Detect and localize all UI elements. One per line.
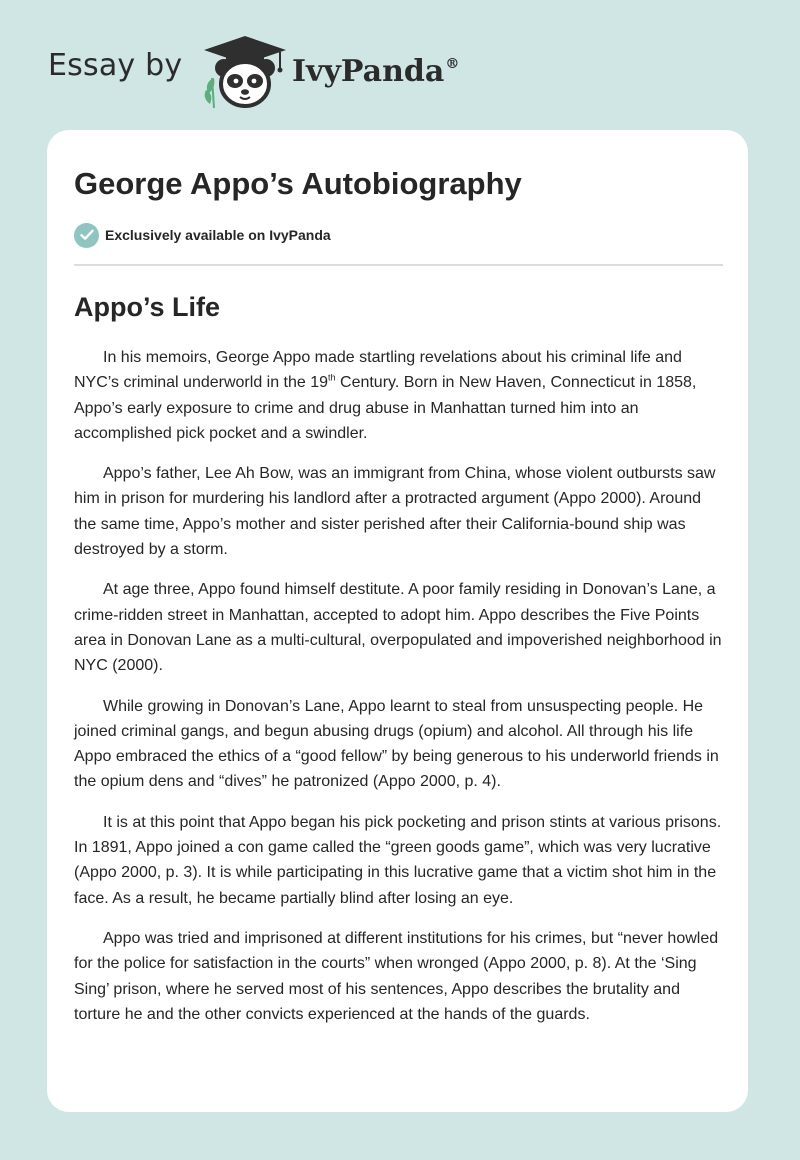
check-icon [74,223,99,248]
essay-body [74,345,722,1027]
site-header [48,34,468,114]
divider [74,264,723,266]
registered-mark: ® [445,56,460,72]
paragraph: Appo was tried and imprisoned at different institutions for his crimes, but “never howled for the police for satisfaction in the courts” when wronged (Appo 2000, p. 8). At the ‘Sing Sing’ prison, where he served most of his sentences, Appo describes the brutality and torture he and the other convicts experienced at the hands of the guards. [74,929,719,1023]
page-title: George Appo’s Autobiography [74,166,522,201]
brand-name[interactable]: IvyPanda® [292,54,460,89]
panda-graduate-icon[interactable] [202,34,288,110]
essay-by-label: Essay by [48,48,183,83]
essay-card [47,130,748,1112]
badge-label: Exclusively available on IvyPanda [105,227,331,243]
exclusive-badge [74,222,722,248]
paragraph: In his memoirs, George Appo made startling revelations about his criminal life and NYC’s criminal underworld in the 19th Century. Born in New Haven, Connecticut in 1858, Appo’s early exposure to crime and drug abuse in Manhattan turned him into an accomplished pick pocket and a swindler. [74,349,697,442]
paragraph: Appo’s father, Lee Ah Bow, was an immigrant from China, whose violent outbursts saw him in prison for murdering his landlord after a protracted argument (Appo 2000). Around the same time, Appo’s mother and sister perished after their California-bound ship was destroyed by a storm. [74,465,716,559]
section-heading: Appo’s Life [74,292,220,322]
paragraph: While growing in Donovan’s Lane, Appo learnt to steal from unsuspecting people. He joined criminal gangs, and begun abusing drugs (opium) and alcohol. All through his life Appo embraced the ethics of a “good fellow” by being generous to his underworld friends in the opium dens and “dives” he patronized (Appo 2000, p. 4). [74,697,719,791]
paragraph: At age three, Appo found himself destitute. A poor family residing in Donovan’s Lane, a crime-ridden street in Manhattan, accepted to adopt him. Appo describes the Five Points area in Donovan Lane as a multi-cultural, overpopulated and impoverished neighborhood in NYC (2000). [74,581,722,675]
paragraph: It is at this point that Appo began his pick pocketing and prison stints at various prisons. In 1891, Appo joined a con game called the “green goods game”, which was very lucrative (Appo 2000, p. 3). It is while participating in this lucrative game that a victim shot him in the face. As a result, he became partially blind after losing an eye. [74,813,722,907]
